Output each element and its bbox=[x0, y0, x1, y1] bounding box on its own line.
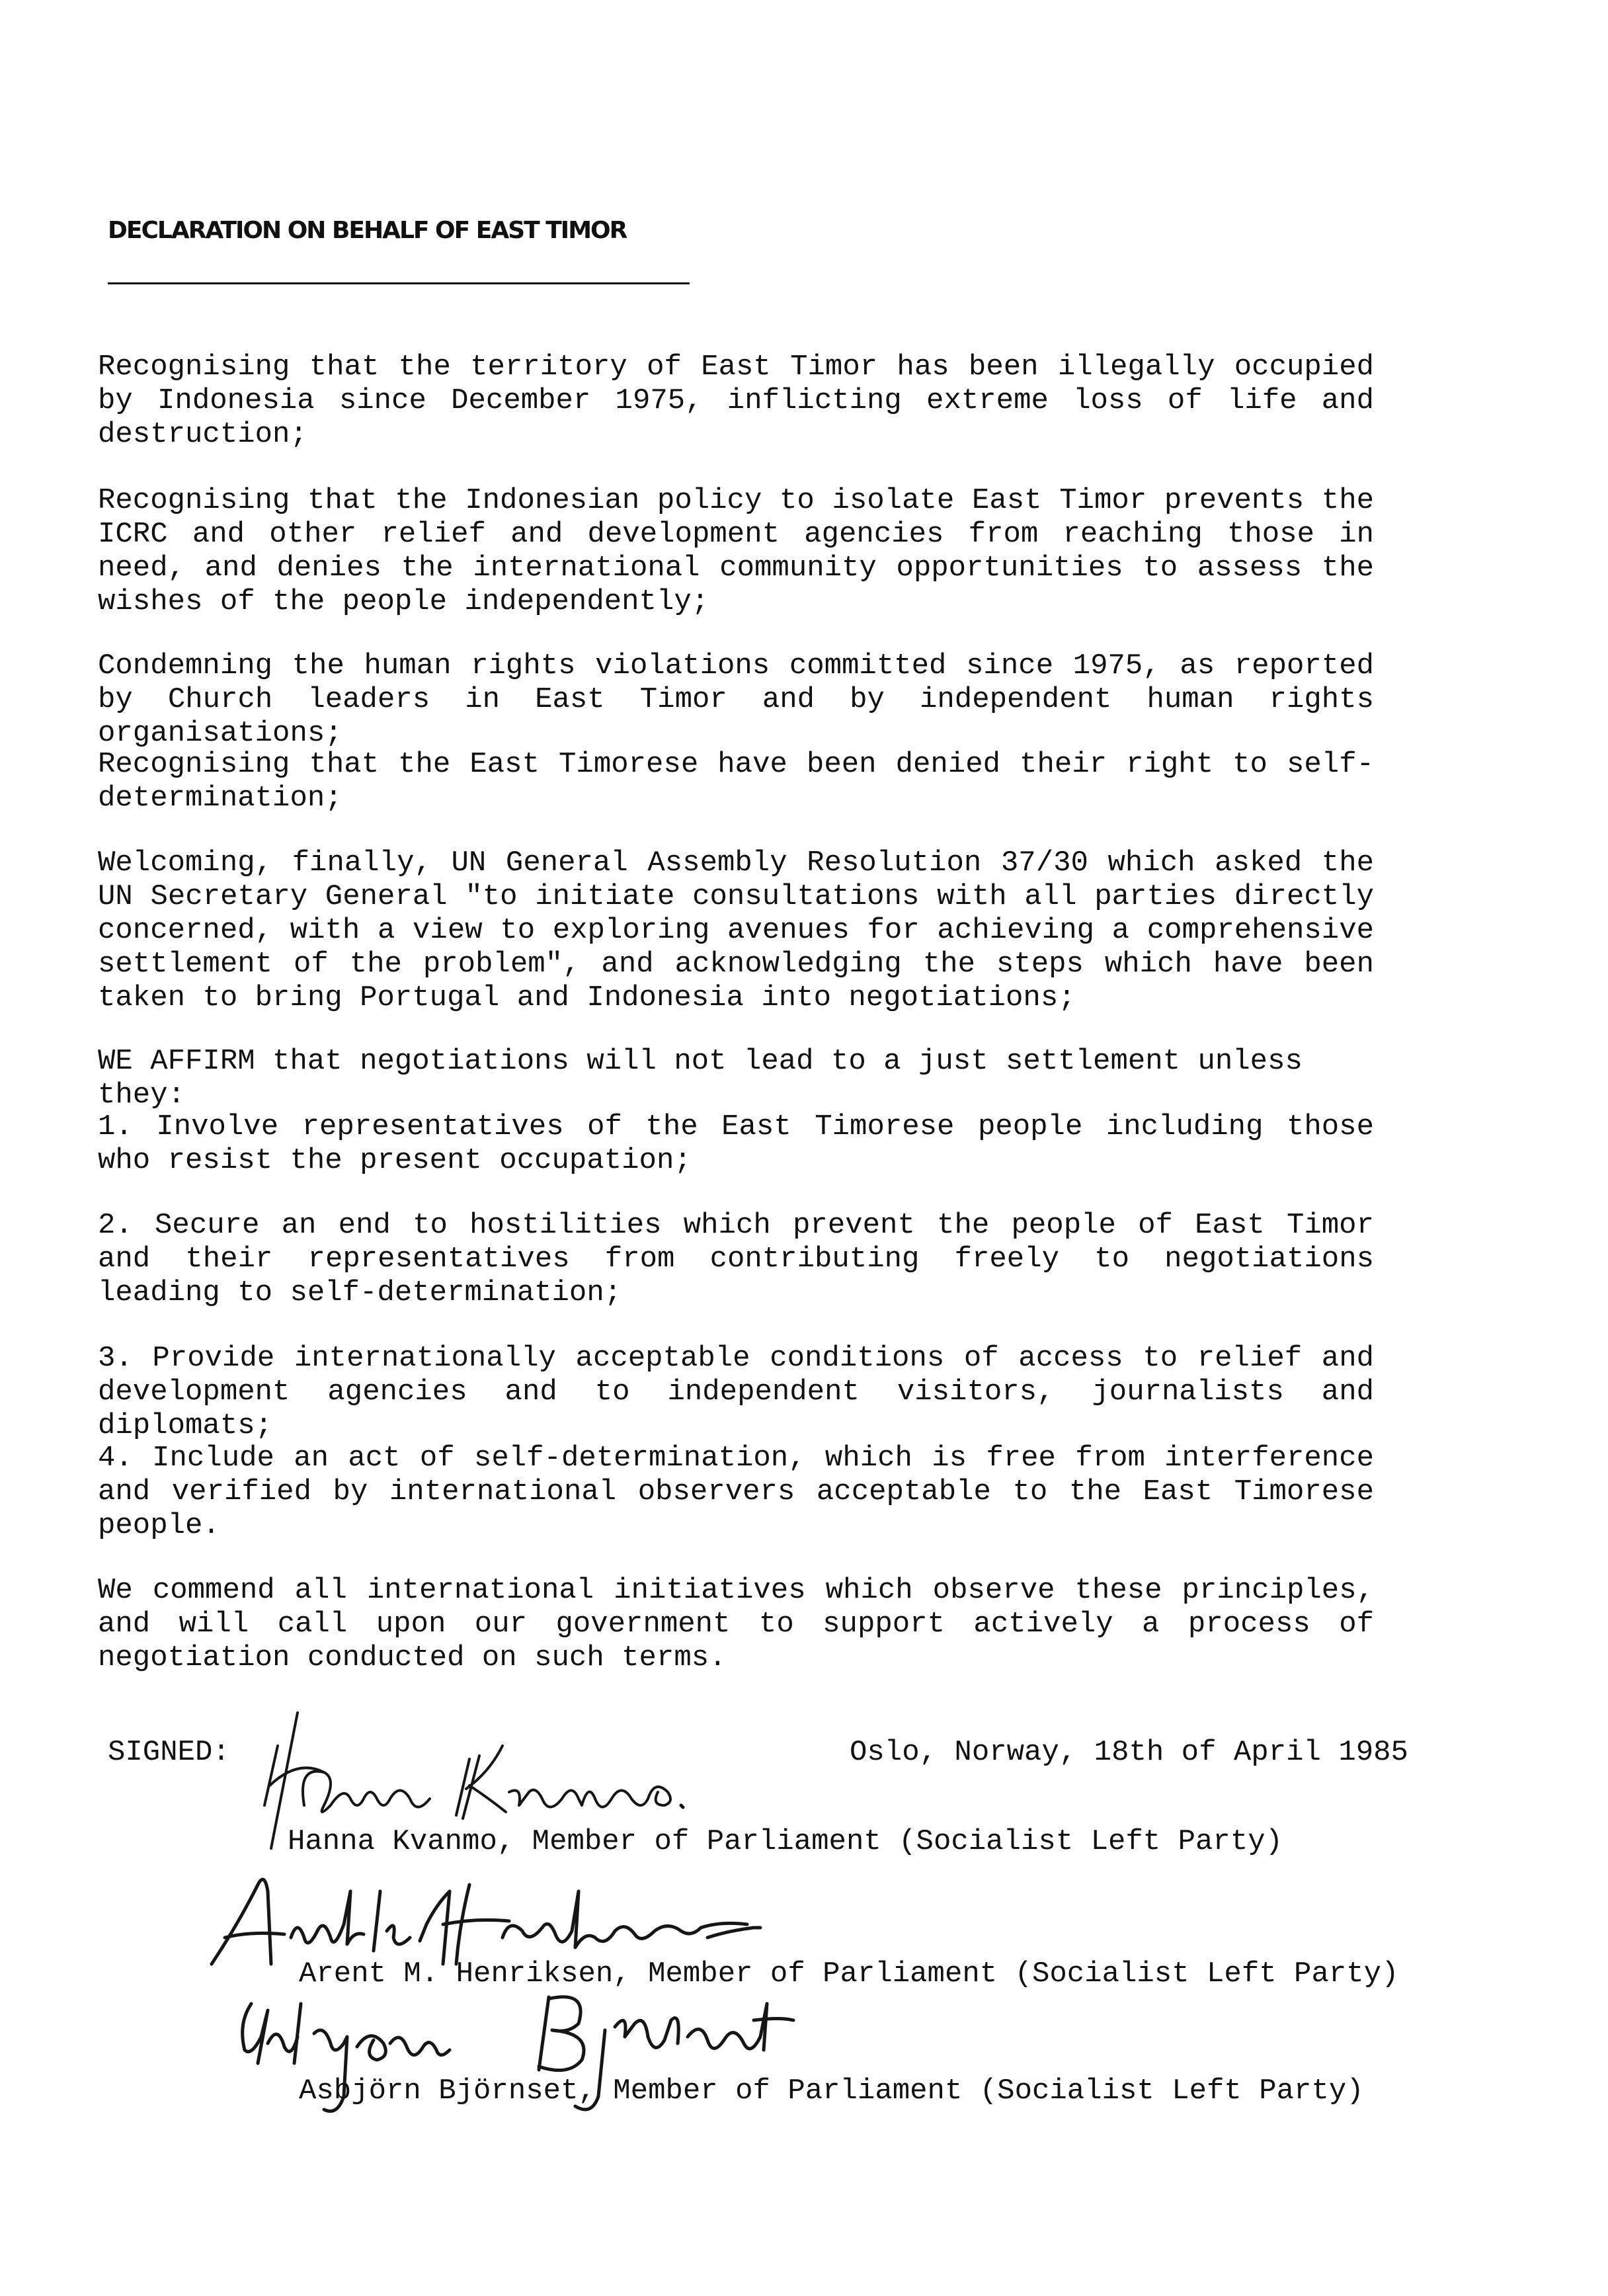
document-title: DECLARATION ON BEHALF OF EAST TIMOR bbox=[108, 217, 627, 244]
signatory-name-1: Hanna Kvanmo, Member of Parliament (Socialist Left Party) bbox=[288, 1825, 1283, 1858]
place-and-date: Oslo, Norway, 18th of April 1985 bbox=[850, 1736, 1408, 1769]
paragraph-commend: We commend all international initiatives which observe these principles, and will call upon our government to support actively a process of negotiation conducted on such terms. bbox=[98, 1574, 1374, 1674]
paragraph-recognising-occupation: Recognising that the territory of East Timor has been illegally occupied by Indonesia since December 1975, inflicting extreme loss of life and destruction; bbox=[98, 350, 1374, 451]
list-item-3: 3. Provide internationally acceptable conditions of access to relief and development agencies and to independent visitors, journalists and diplomats; bbox=[98, 1342, 1374, 1442]
list-item-1: 1. Involve representatives of the East Timorese people including those who resist the present occupation; bbox=[98, 1110, 1374, 1177]
list-item-2: 2. Secure an end to hostilities which prevent the people of East Timor and their representatives from contributing freely to negotiations leading to self-determination; bbox=[98, 1209, 1374, 1309]
signatory-name-3: Asbjörn Björnset, Member of Parliament (Socialist Left Party) bbox=[299, 2074, 1364, 2108]
signed-label: SIGNED: bbox=[108, 1736, 230, 1769]
paragraph-we-affirm: WE AFFIRM that negotiations will not lead to a just settlement unless they: bbox=[98, 1045, 1303, 1112]
paragraph-self-determination: Recognising that the East Timorese have been denied their right to self-determination; bbox=[98, 748, 1374, 815]
signatory-name-2: Arent M. Henriksen, Member of Parliament (Socialist Left Party) bbox=[299, 1957, 1399, 1990]
paragraph-welcoming-resolution: Welcoming, finally, UN General Assembly Resolution 37/30 which asked the UN Secretary General "to initiate consultations with all parties directly concerned, with a view to exploring avenues for achieving a comprehensive settlement of the problem", and acknowledging the steps which have been taken to bring Portugal and Indonesia into negotiations; bbox=[98, 846, 1374, 1014]
title-underline bbox=[108, 282, 690, 284]
paragraph-condemning-violations: Condemning the human rights violations committed since 1975, as reported by Church leaders in East Timor and by independent human rights organisations; bbox=[98, 649, 1374, 750]
paragraph-recognising-isolation: Recognising that the Indonesian policy to isolate East Timor prevents the ICRC and other relief and development agencies from reaching those in need, and denies the international community opportunities to assess the wishes of the people independently; bbox=[98, 484, 1374, 618]
list-item-4: 4. Include an act of self-determination, which is free from interference and verified by international observers acceptable to the East Timorese people. bbox=[98, 1442, 1374, 1542]
